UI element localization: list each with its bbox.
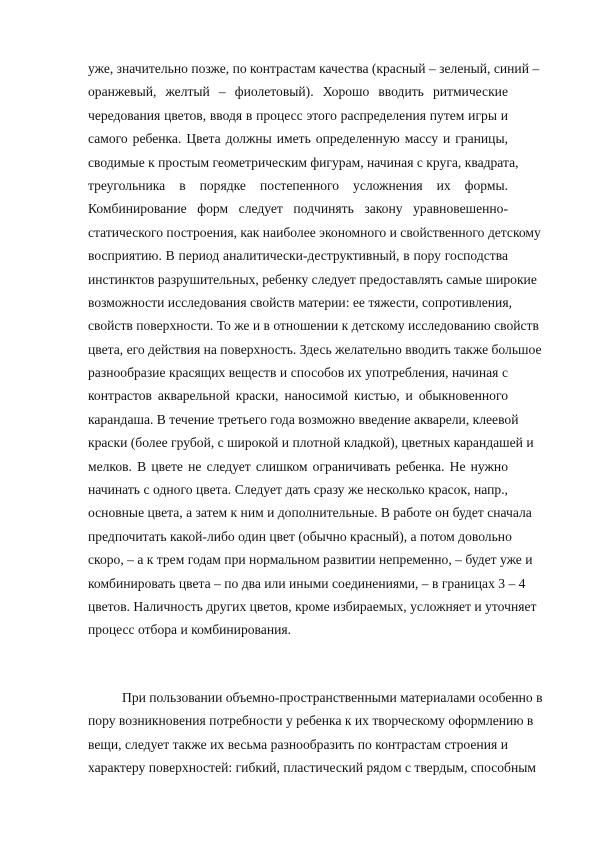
paragraph-line: процесс отбора и комбинирования.: [88, 622, 292, 638]
paragraph-line: инстинктов разрушительных, ребенку следует предоставлять самые широкие: [88, 271, 537, 287]
paragraph-line: цвета, его действия на поверхность. Здесь желательно вводить также большое: [88, 341, 542, 357]
paragraph-line: свойств поверхности. То же и в отношении к детскому исследованию свойств: [88, 318, 539, 334]
paragraph-line: разнообразие красящих веществ и способов их употребления, начиная с: [88, 365, 508, 381]
paragraph-line: возможности исследования свойств материи: ее тяжести, сопротивления,: [88, 294, 512, 310]
paragraph-line: краски (более грубой, с широкой и плотной кладкой), цветных карандашей и: [88, 435, 534, 451]
paragraph-line: скоро, – а к трем годам при нормальном развитии непременно, – будет уже и: [88, 552, 533, 568]
paragraph-line: самого ребенка. Цвета должны иметь определенную массу и границы,: [88, 131, 508, 147]
paragraph-line: оранжевый, желтый – фиолетовый). Хорошо вводить ритмические: [88, 84, 508, 100]
paragraph-line: мелков. В цвете не следует слишком ограничивать ребенка. Не нужно: [88, 458, 508, 474]
paragraph-line: предпочитать какой-либо один цвет (обычно красный), а потом довольно: [88, 528, 512, 544]
paragraph-line: основные цвета, а затем к ним и дополнительные. В работе он будет сначала: [88, 505, 532, 521]
paragraph-line: сводимые к простым геометрическим фигурам, начиная с круга, квадрата,: [88, 154, 519, 170]
paragraph-line: комбинировать цвета – по два или иными соединениями, – в границах 3 – 4: [88, 575, 526, 591]
paragraph-line: При пользовании объемно-пространственными материалами особенно в: [122, 690, 543, 705]
paragraph-line: треугольника в порядке постепенного усложнения их формы.: [88, 177, 508, 193]
paragraph-line: Комбинирование форм следует подчинять закону уравновешенно-: [88, 201, 508, 217]
paragraph-line: контрастов акварельной краски, наносимой кистью, и обыкновенного: [88, 388, 508, 404]
paragraph-line: карандаша. В течение третьего года возможно введение акварели, клеевой: [88, 411, 519, 427]
paragraph-line: чередования цветов, вводя в процесс этого распределения путем игры и: [88, 107, 508, 123]
paragraph-line: начинать с одного цвета. Следует дать сразу же несколько красок, напр.,: [88, 482, 508, 498]
paragraph-2: [88, 686, 543, 780]
paragraph-1: [88, 57, 542, 642]
paragraph-line: статического построения, как наиболее экономного и свойственного детскому: [88, 224, 541, 240]
paragraph-line: цветов. Наличность других цветов, кроме избираемых, усложняет и уточняет: [88, 598, 537, 614]
paragraph-line: пору возникновения потребности у ребенка к их творческому оформлению в: [88, 713, 534, 729]
paragraph-line: восприятию. В период аналитически-деструктивный, в пору господства: [88, 248, 508, 264]
paragraph-line: уже, значительно позже, по контрастам качества (красный – зеленый, синий –: [88, 61, 540, 76]
paragraph-line: вещи, следует также их весьма разнообразить по контрастам строения и: [88, 736, 508, 752]
paragraph-line: характеру поверхностей: гибкий, пластический рядом с твердым, способным: [88, 760, 536, 776]
